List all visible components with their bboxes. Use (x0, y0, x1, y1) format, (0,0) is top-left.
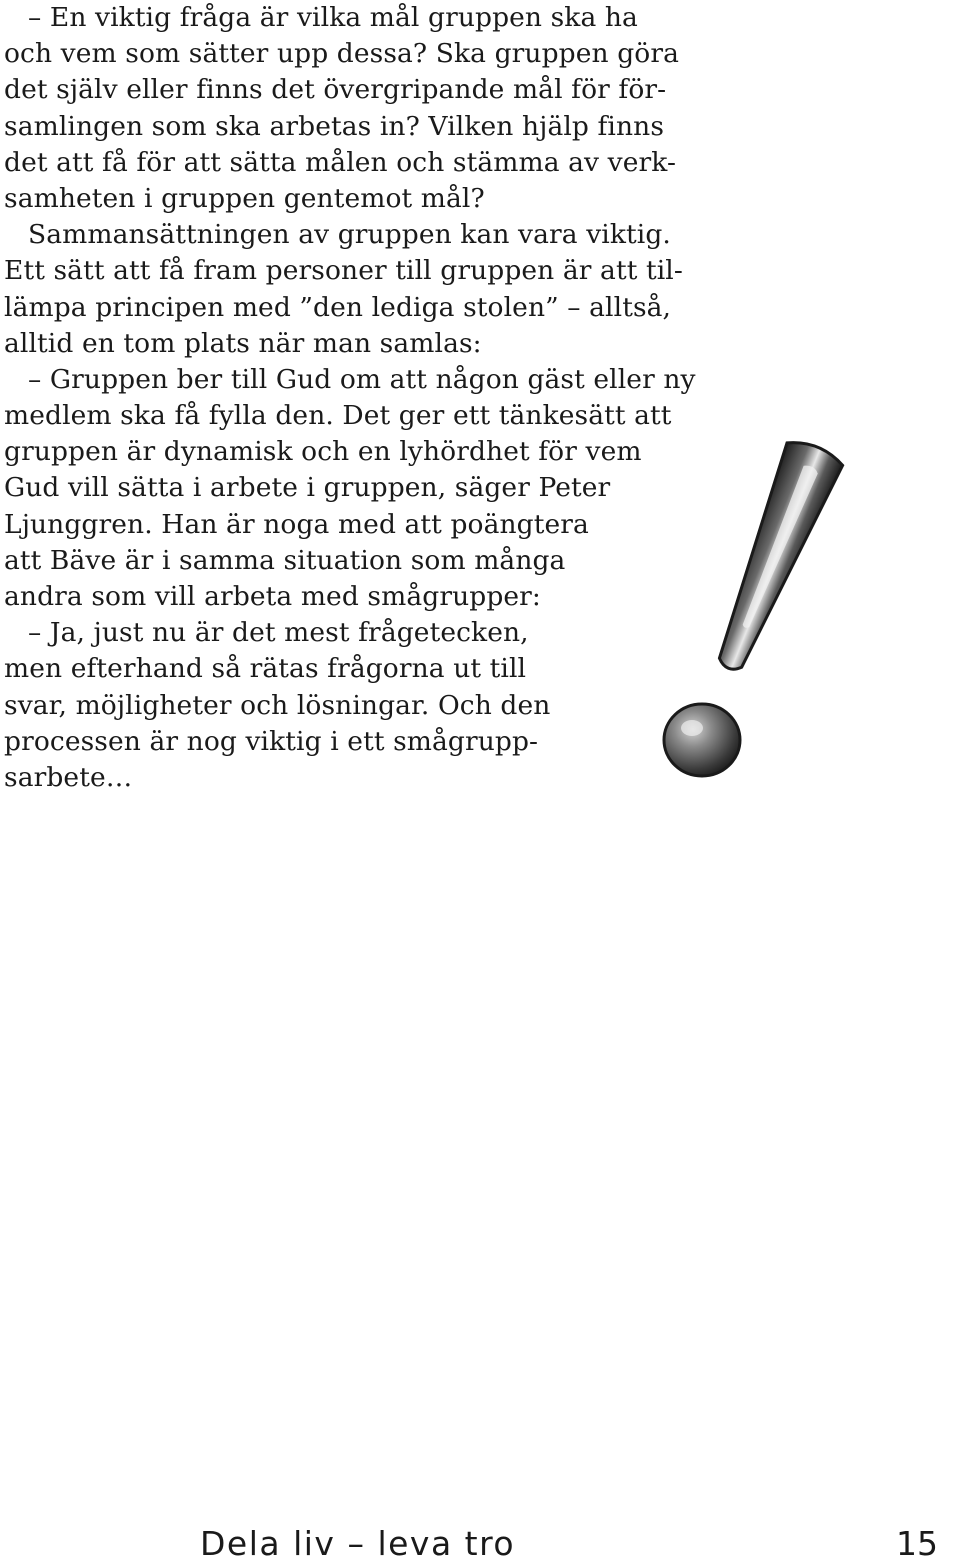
page-number: 15 (896, 1524, 938, 1563)
text-line: men efterhand så rätas frågorna ut till (4, 653, 527, 685)
text-line: svar, möjligheter och lösningar. Och den (4, 689, 551, 721)
exclamation-mark-icon (650, 440, 850, 800)
text-line: och vem som sätter upp dessa? Ska gruppen göra (4, 38, 679, 70)
text-line: gruppen är dynamisk och en lyhördhet för vem (4, 436, 642, 468)
text-line: sarbete… (4, 761, 133, 793)
text-line: – Gruppen ber till Gud om att någon gäst eller ny (28, 363, 696, 395)
text-line: Gud vill sätta i arbete i gruppen, säger Peter (4, 472, 611, 504)
text-line: – Ja, just nu är det mest frågetecken, (28, 617, 529, 649)
text-line: medlem ska få fylla den. Det ger ett tänkesätt att (4, 400, 672, 432)
text-line: andra som vill arbeta med smågrupper: (4, 581, 541, 612)
text-line: att Bäve är i samma situation som många (4, 544, 566, 576)
text-line: Sammansättningen av gruppen kan vara viktig. (28, 219, 671, 251)
text-line: lämpa principen med ”den lediga stolen” – alltså, (4, 291, 672, 323)
text-line: Ljunggren. Han är noga med att poängtera (4, 508, 589, 540)
text-line: det själv eller finns det övergripande mål för för- (4, 74, 667, 106)
text-line: alltid en tom plats när man samlas: (4, 327, 482, 359)
text-line: Ett sätt att få fram personer till gruppen är att til- (4, 255, 683, 287)
text-line: – En viktig fråga är vilka mål gruppen ska ha (28, 2, 638, 33)
text-line: det att få för att sätta målen och stämma av verk- (4, 146, 677, 178)
text-line: processen är nog viktig i ett smågrupp- (4, 725, 539, 757)
text-line: samheten i gruppen gentemot mål? (4, 182, 485, 214)
text-line: samlingen som ska arbetas in? Vilken hjälp finns (4, 110, 665, 142)
footer-publication-title: Dela liv – leva tro (200, 1524, 516, 1563)
